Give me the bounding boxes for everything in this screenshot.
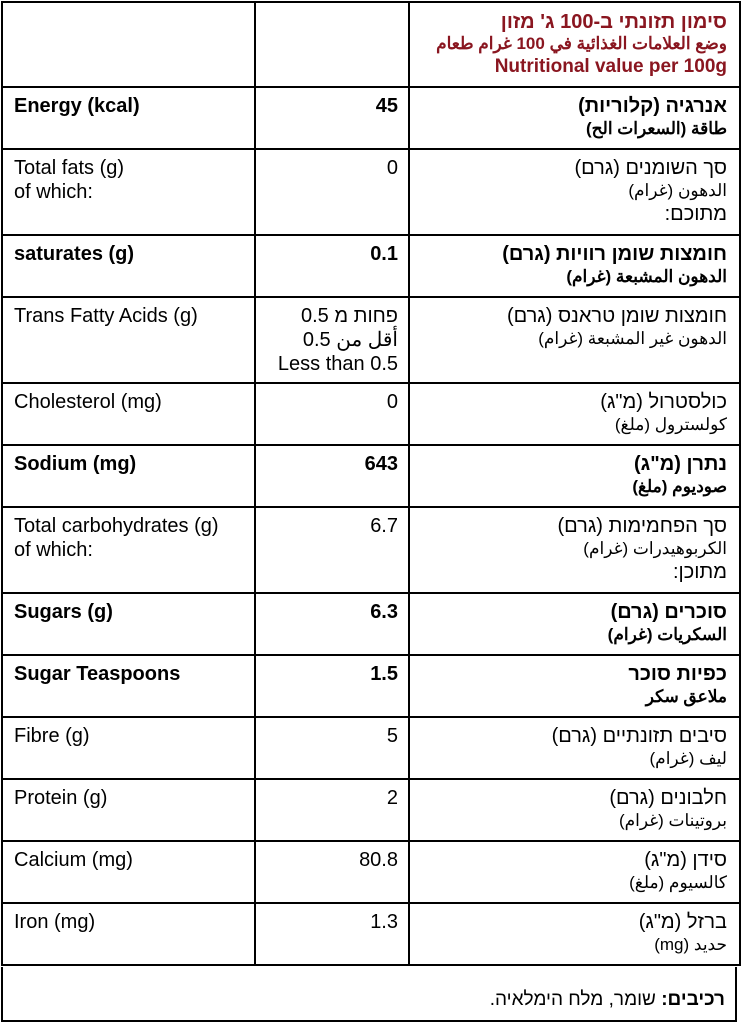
row-value: 0.1 — [255, 235, 409, 297]
row-label-local: חלבונים (גרם) بروتينات (غرام) — [409, 779, 740, 841]
row-label-local: סך השומנים (גרם) الدهون (غرام) מתוכם: — [409, 149, 740, 235]
table-row — [2, 445, 740, 507]
header-empty-value — [255, 2, 409, 87]
row-label-local: אנרגיה (קלוריות) طاقة (السعرات الح) — [409, 87, 740, 149]
row-label-en: Fibre (g) — [2, 717, 255, 779]
row-label-local: ברזל (מ"ג) حديد (mg) — [409, 903, 740, 965]
table-row — [2, 383, 740, 445]
row-value: 0 — [255, 383, 409, 445]
row-value: 80.8 — [255, 841, 409, 903]
row-label-local: כפיות סוכר ملاعق سكر — [409, 655, 740, 717]
row-value: 45 — [255, 87, 409, 149]
row-label-local: סיבים תזונתיים (גרם) ليف (غرام) — [409, 717, 740, 779]
ingredients-box — [1, 967, 737, 1022]
row-label-en: Energy (kcal) — [2, 87, 255, 149]
row-value: 0 — [255, 149, 409, 235]
row-label-en: Calcium (mg) — [2, 841, 255, 903]
row-label-local: נתרן (מ"ג) صوديوم (ملغ) — [409, 445, 740, 507]
row-label-local: סידן (מ"ג) كالسيوم (ملغ) — [409, 841, 740, 903]
table-row — [2, 655, 740, 717]
ingredients-label: רכיבים: — [661, 989, 725, 1010]
header-english: Nutritional value per 100g — [494, 56, 727, 77]
row-value: 6.7 — [255, 507, 409, 593]
table-row — [2, 593, 740, 655]
table-row — [2, 235, 740, 297]
table-row — [2, 841, 740, 903]
row-label-en: Sugars (g) — [2, 593, 255, 655]
row-value: 5 — [255, 717, 409, 779]
row-label-local: חומצות שומן רוויות (גרם) الدهون المشبعة (غرام) — [409, 235, 740, 297]
row-label-en: saturates (g) — [2, 235, 255, 297]
table-row — [2, 507, 740, 593]
table-row — [2, 149, 740, 235]
header-cell — [409, 2, 740, 87]
header-hebrew: סימון תזונתי ב-100 ג' מזון — [500, 11, 727, 33]
row-value: 6.3 — [255, 593, 409, 655]
row-value: 643 — [255, 445, 409, 507]
row-value: 1.5 — [255, 655, 409, 717]
row-label-en: Trans Fatty Acids (g) — [2, 297, 255, 383]
row-label-en: Total fats (g) of which: — [2, 149, 255, 235]
row-label-local: כולסטרול (מ"ג) كولسترول (ملغ) — [409, 383, 740, 445]
row-label-local: חומצות שומן טראנס (גרם) الدهون غير المشبعة (غرام) — [409, 297, 740, 383]
row-label-en: Iron (mg) — [2, 903, 255, 965]
row-label-en: Cholesterol (mg) — [2, 383, 255, 445]
header-arabic: وضع العلامات الغذائية في 100 غرام طعام — [436, 34, 727, 53]
table-row — [2, 297, 740, 383]
row-label-en: Protein (g) — [2, 779, 255, 841]
row-label-en: Sodium (mg) — [2, 445, 255, 507]
ingredients-line — [490, 989, 725, 1011]
row-label-en: Sugar Teaspoons — [2, 655, 255, 717]
table-row — [2, 717, 740, 779]
row-label-local: סוכרים (גרם) السكريات (غرام) — [409, 593, 740, 655]
header-row — [2, 2, 740, 87]
row-label-local: סך הפחמימות (גרם) الكربوهيدرات (غرام) מתוכן: — [409, 507, 740, 593]
ingredients-text: שומר, מלח הימלאיה. — [489, 989, 656, 1010]
table-row — [2, 779, 740, 841]
table-row — [2, 87, 740, 149]
nutrition-table — [1, 1, 741, 966]
header-empty-en — [2, 2, 255, 87]
row-label-en: Total carbohydrates (g) of which: — [2, 507, 255, 593]
row-value: פחות מ 0.5 أقل من 0.5 Less than 0.5 — [255, 297, 409, 383]
row-value: 1.3 — [255, 903, 409, 965]
row-value: 2 — [255, 779, 409, 841]
table-row — [2, 903, 740, 965]
